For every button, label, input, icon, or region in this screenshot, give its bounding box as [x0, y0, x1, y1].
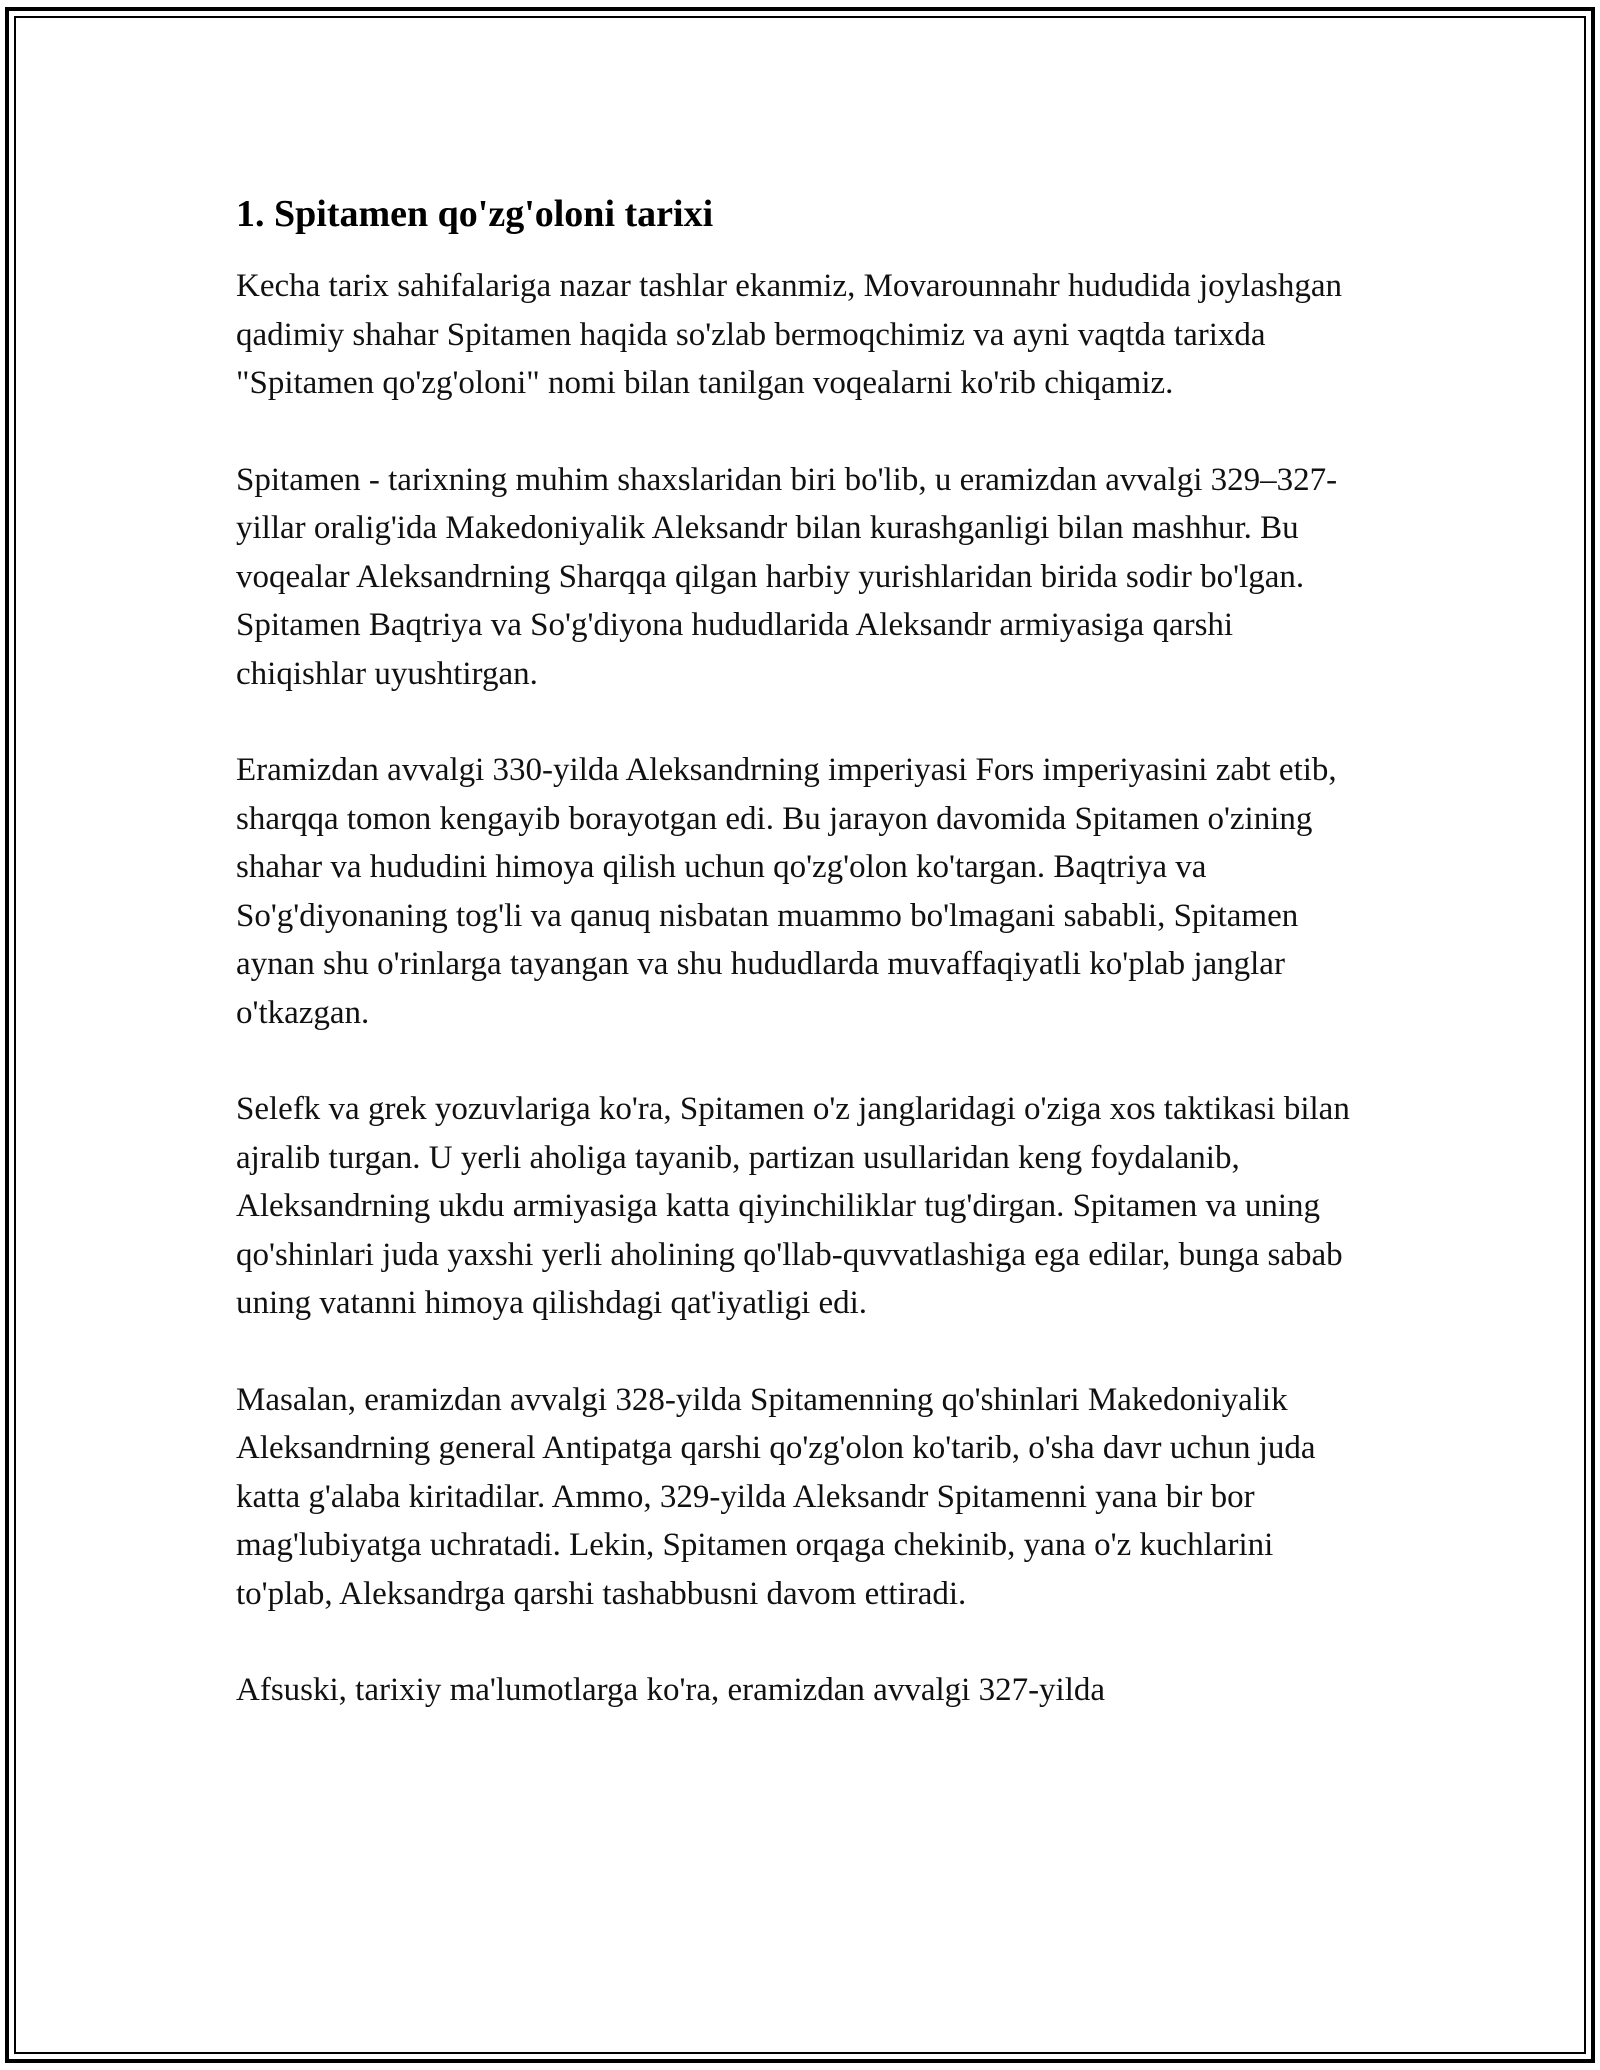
document-body	[236, 190, 1368, 1763]
paragraph-intro: Kecha tarix sahifalariga nazar tashlar ekanmiz, Movarounnahr hududida joylashgan qadimiy shahar Spitamen haqida so'zlab bermoqchimiz va ayni vaqtda tarixda "Spitamen qo'zg'oloni" nomi bilan tanilgan voqealarni ko'rib chiqamiz.	[236, 268, 1342, 401]
paragraph-spitamen-profile: Spitamen - tarixning muhim shaxslaridan biri bo'lib, u eramizdan avvalgi 329–327-yillar oralig'ida Makedoniyalik Aleksandr bilan kurashganligi bilan mashhur. Bu voqealar Aleksandrning Sharqqa qilgan harbiy yurishlaridan birida sodir bo'lgan. Spitamen Baqtriya va So'g'diyona hududlarida Aleksandr armiyasiga qarshi chiqishlar uyushtirgan.	[236, 461, 1338, 692]
paragraph-ending: Afsuski, tarixiy ma'lumotlarga ko'ra, eramizdan avvalgi 327-yilda	[236, 1672, 1106, 1708]
paragraph-tactics: Selefk va grek yozuvlariga ko'ra, Spitamen o'z janglaridagi o'ziga xos taktikasi bilan ajralib turgan. U yerli aholiga tayanib, partizan usullaridan keng foydalanib, Aleksandrning ukdu armiyasiga katta qiyinchiliklar tug'dirgan. Spitamen va uning qo'shinlari juda yaxshi yerli aholining qo'llab-quvvatlashiga ega edilar, bunga sabab uning vatanni himoya qilishdagi qat'iyatligi edi.	[236, 1091, 1350, 1321]
section-title: 1. Spitamen qo'zg'oloni tarixi	[236, 193, 714, 235]
paragraph-battles: Masalan, eramizdan avvalgi 328-yilda Spitamenning qo'shinlari Makedoniyalik Aleksandrning general Antipatga qarshi qo'zg'olon ko'tarib, o'sha davr uchun juda katta g'alaba kiritadilar. Ammo, 329-yilda Aleksandr Spitamenni yana bir bor mag'lubiyatga uchratadi. Lekin, Spitamen orqaga chekinib, yana o'z kuchlarini to'plab, Aleksandrga qarshi tashabbusni davom ettiradi.	[236, 1381, 1316, 1612]
paragraph-uprising-origin: Eramizdan avvalgi 330-yilda Aleksandrning imperiyasi Fors imperiyasini zabt etib, sharqqa tomon kengayib borayotgan edi. Bu jarayon davomida Spitamen o'zining shahar va hududini himoya qilish uchun qo'zg'olon ko'targan. Baqtriya va So'g'diyonaning tog'li va qanuq nisbatan muammo bo'lmagani sababli, Spitamen aynan shu o'rinlarga tayangan va shu hududlarda muvaffaqiyatli ko'plab janglar o'tkazgan.	[236, 752, 1337, 1031]
